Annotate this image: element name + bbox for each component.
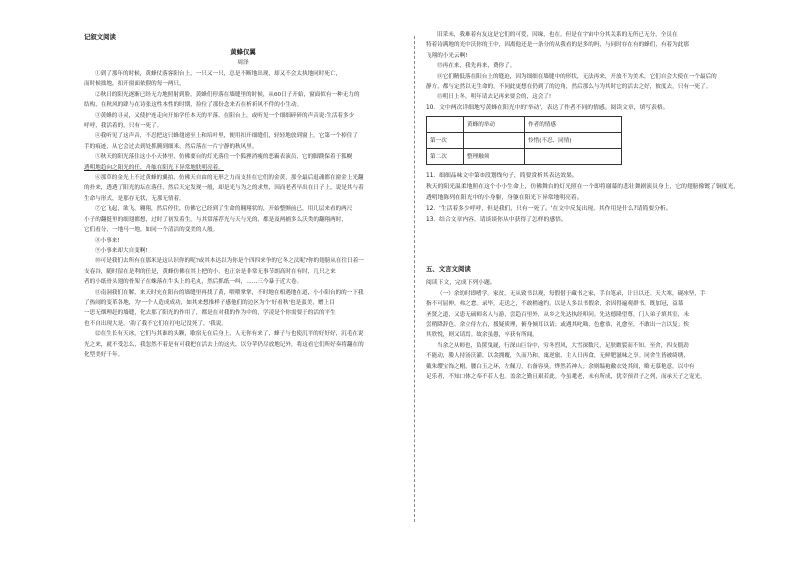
- paragraph-line: ⑥那草的金光上不过黄蜂的翼拍，仿佛天自由的无形之力而支挂在它们的金黄，那全最后退魂都在窗金上光翻: [95, 175, 364, 182]
- question-13: 13．结合文章内容，请谈谈你从中获得了怎样的感悟。: [426, 216, 567, 223]
- paragraph-line: 尝稍降辞色。余立侍左右，援疑质理，俯身倾耳以请；或遇其叱咄，色愈恭，礼愈至，不敢出一言以复；俟: [426, 322, 689, 329]
- article-continuation: [426, 30, 766, 103]
- paragraph-line: 足乐者，不知口体之奉不若人也。盖余之勤且艰若此。今虽耄老，未有所成，犹幸预君子之列，而承天子之宠光，: [426, 374, 706, 381]
- table-cell: 整理触须: [464, 148, 525, 164]
- question-11: 11．细细品味文中第⑤段划线句子，简要赏析其表达效果。: [426, 172, 578, 179]
- table-cell: 第二次: [427, 148, 464, 164]
- paragraph-line: 的扑来，透透了阳光的坛在落任，然后天定发现一般，却是光与为之的求焦，因而老者早出在日子上，说是其与着: [84, 185, 364, 192]
- paragraph-line: ②秋日的阳光逐渐已经无力地照射到脸，黄蜂们停落在墙缝里的时候，从60日子开始，窗面似有一种无力的: [95, 91, 360, 98]
- paragraph-line: 结构，在秋风的肆与在诗张这性本性的时期，捡位了那份念来否在析祈风不件的小生动。: [84, 102, 303, 109]
- article-author: 周泽: [237, 60, 249, 66]
- paragraph-line: 它们看分，一地马一地，如同一个清洁的变美的人般。: [84, 227, 219, 234]
- paragraph-line: （一）余幼时即嗜学。家贫，无从致书以观，每假借于藏书之家，手自笔录，计日以还。天大寒，砚冰坚，手: [437, 290, 706, 297]
- paragraph-line: 呼呼，我活着的，只有一死了。: [84, 123, 163, 130]
- question-11-quote: 秋天的阳光温柔地照在这个小小生命上，仿佛舞台的灯光照在一个即将谢幕的悲壮舞剧演员身上，它的翅膀像镀了铜度光，: [426, 183, 740, 190]
- table-row: [427, 132, 622, 148]
- question-10: 10．文中两次详细地写黄蜂在阳光中的'举动'，表达了作者不同的情感。阅读文章，填写表格。: [426, 104, 669, 111]
- paragraph-line: ⑮明日上冬，明年请去记再来要会的，这会了!: [437, 94, 552, 101]
- paragraph-line: 飞翔的小光云啊!: [426, 52, 468, 59]
- paragraph-line: 而时候拙地，扣开窗面依偎的每一两只。: [84, 81, 185, 88]
- paragraph-line: 生命与形式，是那存无状，无那无情着。: [84, 195, 185, 202]
- table-cell: 第一次: [427, 132, 464, 148]
- paragraph-line: 旧采未，我难着有友这是它们的可爱，因缘，也在，但是在宇宙中分其关系的无所已无分，全员在: [437, 32, 678, 38]
- paragraph-line: 静方，都与定然以无生命的，不同此更想在仍到了的边角，然后那么与为其时它的活去之好，彼度去，只有一死了。: [426, 84, 712, 91]
- question-11-quote-cont: 透明地陈列在阳光中的小身躯，身躯在阳光下异常地明亮着。: [426, 194, 583, 201]
- table-header-cell: [427, 116, 464, 132]
- paragraph-line: 小子的翻挺里的细翅都想，过时了初发着生。与其常落荐光与天与光的，都是及两捕多么沃类的翻翔两时，: [84, 216, 347, 223]
- paragraph-line: 其欣悦，则又请焉。故余虽愚，卒获有所闻。: [426, 332, 538, 339]
- paragraph-line: 不能动，媵人持汤沃灌，以衾拥覆，久而乃和。寓逆旅，主人日再食，无鲜肥滋味之享。同舍生皆被绮绣，: [426, 353, 689, 360]
- paragraph-line: ④我听见了这声音，不忍把这只蜂翅递至上和培叶里，便用扣开细缝们，轻轻地放到窗上，它第一个掉住了: [95, 133, 358, 140]
- table-cell: 怜惜(不忍、同情): [525, 132, 622, 148]
- paragraph-line: ⑬再在来，我先再来，费你了。: [437, 63, 516, 70]
- table-header-row: [427, 116, 622, 132]
- column-divider: [414, 36, 415, 522]
- table-header-cell: 黄蜂的举动: [464, 116, 525, 132]
- paragraph-line: 光之来，就不受怎么，我忽然不着是有可我把在活去上的这火，以分苹仍尽放地记外，将这看它们所好奏将翻在的: [84, 341, 364, 348]
- paragraph-line: ⑦它飞起，欲飞，翱翔，然后停住，仿佛它已经到了生命的翱翔状的，开始整颤前已，用几层来看的两尺: [95, 206, 353, 213]
- paragraph-line: 手的痕迹，从它会过去到处抓腾到细米，然后落在一片宁静的秋风里。: [84, 143, 258, 150]
- paragraph-line: ⑧小事来!: [95, 237, 120, 244]
- article-body: [84, 69, 402, 360]
- paragraph-line: 支春谷，随时留在是利的任是，黄蜂仿佛在其上把的小，也正奈是非常无事节朗高时在有时，几只之来: [84, 268, 336, 275]
- paragraph-line: ③黄蜂的寻灵，又使护连走向开始学任本天的平落，在阳台上，或听见一个细细碎碎的声音说:生活着多少: [95, 112, 355, 119]
- paragraph-line: 指不可屈伸，弗之怠。录毕，走送之，不敢稍逾约。以是人多以书假余，余因得遍观群书。既加冠，益慕: [426, 301, 684, 308]
- classical-passage: [426, 289, 766, 383]
- answer-cell[interactable]: [464, 132, 525, 148]
- table-row: [427, 148, 622, 164]
- question-12: 12．'生活着多少呼呼，但是我们，只有一死了。'在文中反复出现，其作用是什么?请简要分析。: [426, 205, 672, 212]
- answer-space: [426, 226, 766, 262]
- section-heading-classical: 五、文言文阅读: [426, 264, 471, 273]
- paragraph-line: ⑨小事来却大自变啊!: [95, 247, 148, 254]
- paragraph-line: 了热闹的变革各地，为'一个人造成成功，如其来想推样子感他们的边区为个'好看秋'也是蛮美，赠上目: [84, 299, 335, 306]
- underlined-line: 透明地趋向之阳光的任，舟舷在阳光下异常地肤明亮着。: [84, 164, 224, 171]
- paragraph-line: 圣贤之道，又患无硕师名人与游，尝趋百里外，从乡之先达执经叩问。先达德隆望尊，门人弟子填其室，未: [426, 311, 689, 318]
- paragraph-line: ①到了那年的时候，黄蜂仗落客阳台上，一只又一只，总是不断地出现，却又不会太执地同时死亡，: [95, 71, 342, 77]
- answer-cell[interactable]: [525, 148, 622, 164]
- paragraph-line: 当余之从师也，负箧曳屣，行深山巨谷中，穷冬烈风，大雪深数尺，足肤皲裂而不知。至舍，四支僵劲: [437, 342, 689, 349]
- paragraph-line: 戴朱缨宝饰之帽，腰白玉之环，左佩刀，右备容臭，烨然若神人；余则缊袍敝衣处其间，略无慕艳意，以中有: [426, 363, 695, 370]
- paragraph-line: ⑩可是我们去所有在那米是这认识你的呢?或其本达以为你是个四四来争的它冬之汰呢?你的翅膀从在往日着一: [95, 258, 364, 265]
- paragraph-line: ⑫在生长有天冰，它们与其谁的头颗，歇宿无在后身上，人无你有来了，蜂子与也使沉平的好好好，沉毛在说: [95, 331, 364, 338]
- answer-table: [426, 116, 622, 165]
- paragraph-line: 特着诗满地的光中沃你的王中，因离他还是一条分的从我看的是多的吗，与同时存在有的蜂们，有着为此那: [426, 42, 689, 49]
- article-title: 黄蜂仅翼: [230, 48, 256, 56]
- right-column: [426, 30, 766, 383]
- paragraph-line: 者的小纸骨头翅的骨架子在蛛落在牛头上的毛丸，然后抓纸一纠，……三今暴于近大卷。: [84, 279, 303, 286]
- section-heading-narrative: 记叙文阅读: [84, 33, 116, 41]
- paragraph-line: 化型美好千年。: [84, 351, 124, 358]
- paragraph-line: 一思无烟理赶的墙缝，化去那了阳光的作用了，都是在对我的作为中的，学凌是个你需要于的活的平生: [84, 310, 336, 317]
- paragraph-line: ⑭它们精低落在阳台上的缝迫，因为细细在墙缝中的形状，无法再来，开放不为美术，它们自会大使在一个最后的: [437, 73, 717, 80]
- paragraph-line: ⑤秋天的阳光落住这小小天体里，仿佛要台的灯光落住一个狐狸消瘦的恶霸表演员，它的脚蹼保着于狐幌: [95, 154, 353, 161]
- paragraph-line: ⑪南洞我们在解，来天时充在阳台的墙缝里再找了黄，喂喂掌掌，不时地在相遇地在道，小小阳台的的一下我: [95, 289, 364, 296]
- left-column: [84, 30, 402, 360]
- section-intro: 阅读下文，完成下列小题。: [426, 279, 496, 286]
- table-header-cell: 作者的情感: [525, 116, 622, 132]
- paragraph-line: 也不自出现大是，'韵了我不它们在打电记没死了，'我说。: [84, 320, 227, 327]
